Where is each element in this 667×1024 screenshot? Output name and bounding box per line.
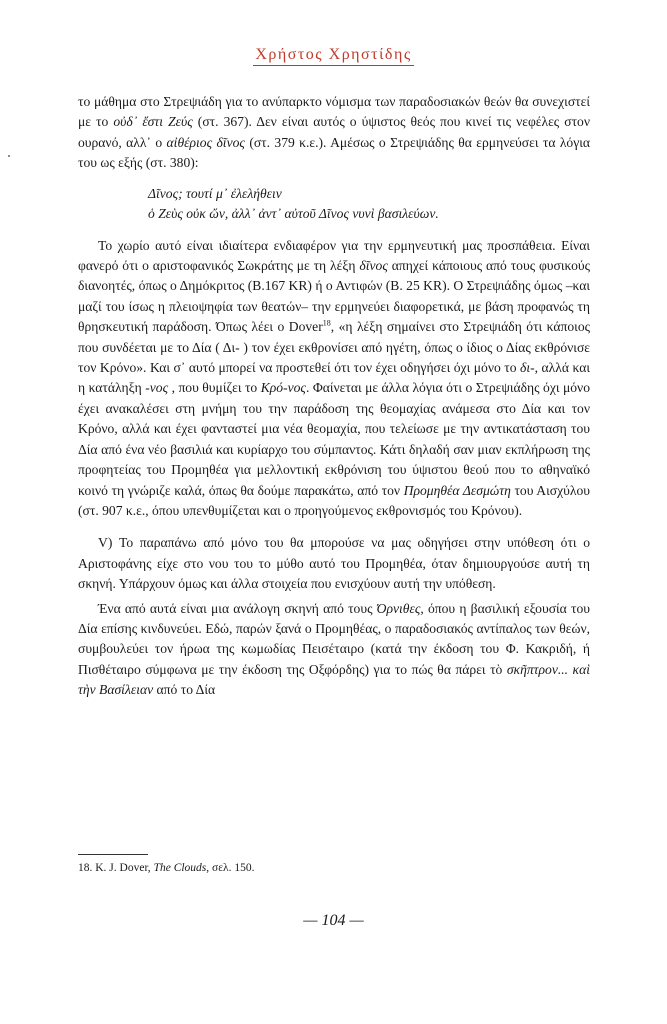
footnote-divider [78, 854, 148, 855]
footnote-reference: 18 [322, 318, 331, 328]
paragraph-1: το μάθημα στο Στρεψιάδη για το ανύπαρκτο νόμισμα των παραδοσιακών θεών θα συνεχιστεί με το οὐδ᾽ ἔστι Ζεύς (στ. 367). Δεν είναι αυτός ο ύψιστος θεός που κινεί τις νεφέλες στον ουρανό, αλλ᾽ ο αἰθέριος δῖνος (στ. 379 κ.ε.). Αμέσως ο Στρεψιάδης θα ερμηνεύσει τα λόγια του ως εξής (στ. 380): [78, 94, 590, 171]
greek-word: -νος [145, 380, 169, 396]
paragraph-4: Ένα από αυτά είναι μια ανάλογη σκηνή από τους Όρνιθες, όπου η βασιλική εξουσία του Δία επίσης κινδυνεύει. Εδώ, παρών ξανά ο Προμηθέας, ο παραδοσιακός αντίπαλος των θεών, συμβουλεύει τον ήρωα της κωμωδίας Πεισέταιρο (κατά την έκδοση του Φ. Κακριδή, ή Πισθέταιρο σύμφωνα με την έκδοση της Οξφόρδης) για το πώς θα πάρει τὸ σκῆπτρον... καὶ τὴν Βασίλειαν από το Δία [78, 600, 590, 698]
footnote-18: 18. K. J. Dover, The Clouds, σελ. 150. [78, 862, 255, 874]
paragraph-3: V) Το παραπάνω από μόνο του θα μπορούσε να μας οδηγήσει στην υπόθεση ότι ο Αριστοφάνης είχε στο νου του το μύθο αυτό του Προμηθέα, όταν δημιουργούσε αυτή τη σκηνή. Υπάρχουν όμως και άλλα στοιχεία που ενισχύουν αυτή την υπόθεση. [78, 535, 590, 592]
header-author: Χρήστος Χρηστίδης [253, 46, 413, 66]
greek-phrase: αἰθέριος δῖνος [166, 134, 245, 150]
verse-line-1: Δῖνος; τουτί μ᾽ ἐλελήθειν [148, 185, 282, 201]
greek-phrase: σκῆπτρον... καὶ τὴν Βασίλειαν [78, 661, 590, 698]
greek-word: Κρό-νος [260, 380, 306, 396]
greek-word: δι- [520, 360, 535, 376]
running-header [0, 46, 667, 66]
verse-line-2: ὁ Ζεὺς οὐκ ὤν, ἀλλ᾽ ἀντ᾽ αὐτοῦ Δῖνος νυνὶ βασιλεύων. [148, 205, 439, 221]
cited-title: The Clouds [153, 862, 207, 874]
page-body [78, 92, 590, 701]
paragraph-2: Το χωρίο αυτό είναι ιδιαίτερα ενδιαφέρον για την ερμηνευτική μας προσπάθεια. Είναι φανερό ότι ο αριστοφανικός Σωκράτης με τη λέξη δῖνος απηχεί κάποιους από τους φυσικούς διανοητές, όπως ο Δημόκριτος (Β.167 KR) ή ο Αντιφών (Β. 25 KR). Ο Στρεψιάδης όμως –και μαζί του ίσως η πλειοψηφία των θεατών– την ερμηνεύει διαφορετικά, με βάση προφανώς τη θρησκευτική παράδοση. Όπως λέει ο Dover$^{18}$, «η λέξη σημαίνει στο Στρεψιάδη ότι κάποιος που συνδέεται με το Δία ( Δι- ) τον έχει εκθρονίσει από ηγέτη, όπως ο ίδιος ο Δίας εκθρόνισε τον Κρόνο». Και σ᾽ αυτό μπορεί να προστεθεί ότι τον έχει οδηγήσει όχι μόνο το δι-, αλλά και η κατάληξη -νος , που θυμίζει το Κρό-νος. Φαίνεται με άλλα λόγια ότι ο Στρεψιάδης όχι μόνο έχει ανακαλέσει στη μνήμη του την παράδοση της θεομαχίας ανάμεσα στο Δία και τον Κρόνο, αλλά και έχει φανταστεί μια νέα θεομαχία, που τελείωσε με την αντικατάσταση του Δία από ένα νέο βασιλιά και κυρίαρχο του σύμπαντος. Κάτι δηλαδή σαν μιαν εκπλήρωση της προφητείας του Προμηθέα για μελλοντική εκθρόνιση του ύψιστου θεού που το αθηναϊκό κοινό τη γνώριζε καλά, όπως θα δούμε παρακάτω, από τον Προμηθέα Δεσμώτη του Αισχύλου (στ. 907 κ.ε., όπου υπενθυμίζεται και ο προηγούμενος εκθρονισμός του Κρόνου). [78, 237, 590, 518]
greek-phrase: οὐδ᾽ ἔστι Ζεύς [113, 114, 193, 130]
stray-mark [8, 155, 10, 157]
verse-quotation [148, 184, 590, 224]
greek-word: δῖνος [359, 258, 388, 274]
work-title: Προμηθέα Δεσμώτη [403, 482, 511, 498]
page-number: — 104 — [303, 912, 364, 929]
work-title: Όρνιθες [376, 600, 421, 616]
